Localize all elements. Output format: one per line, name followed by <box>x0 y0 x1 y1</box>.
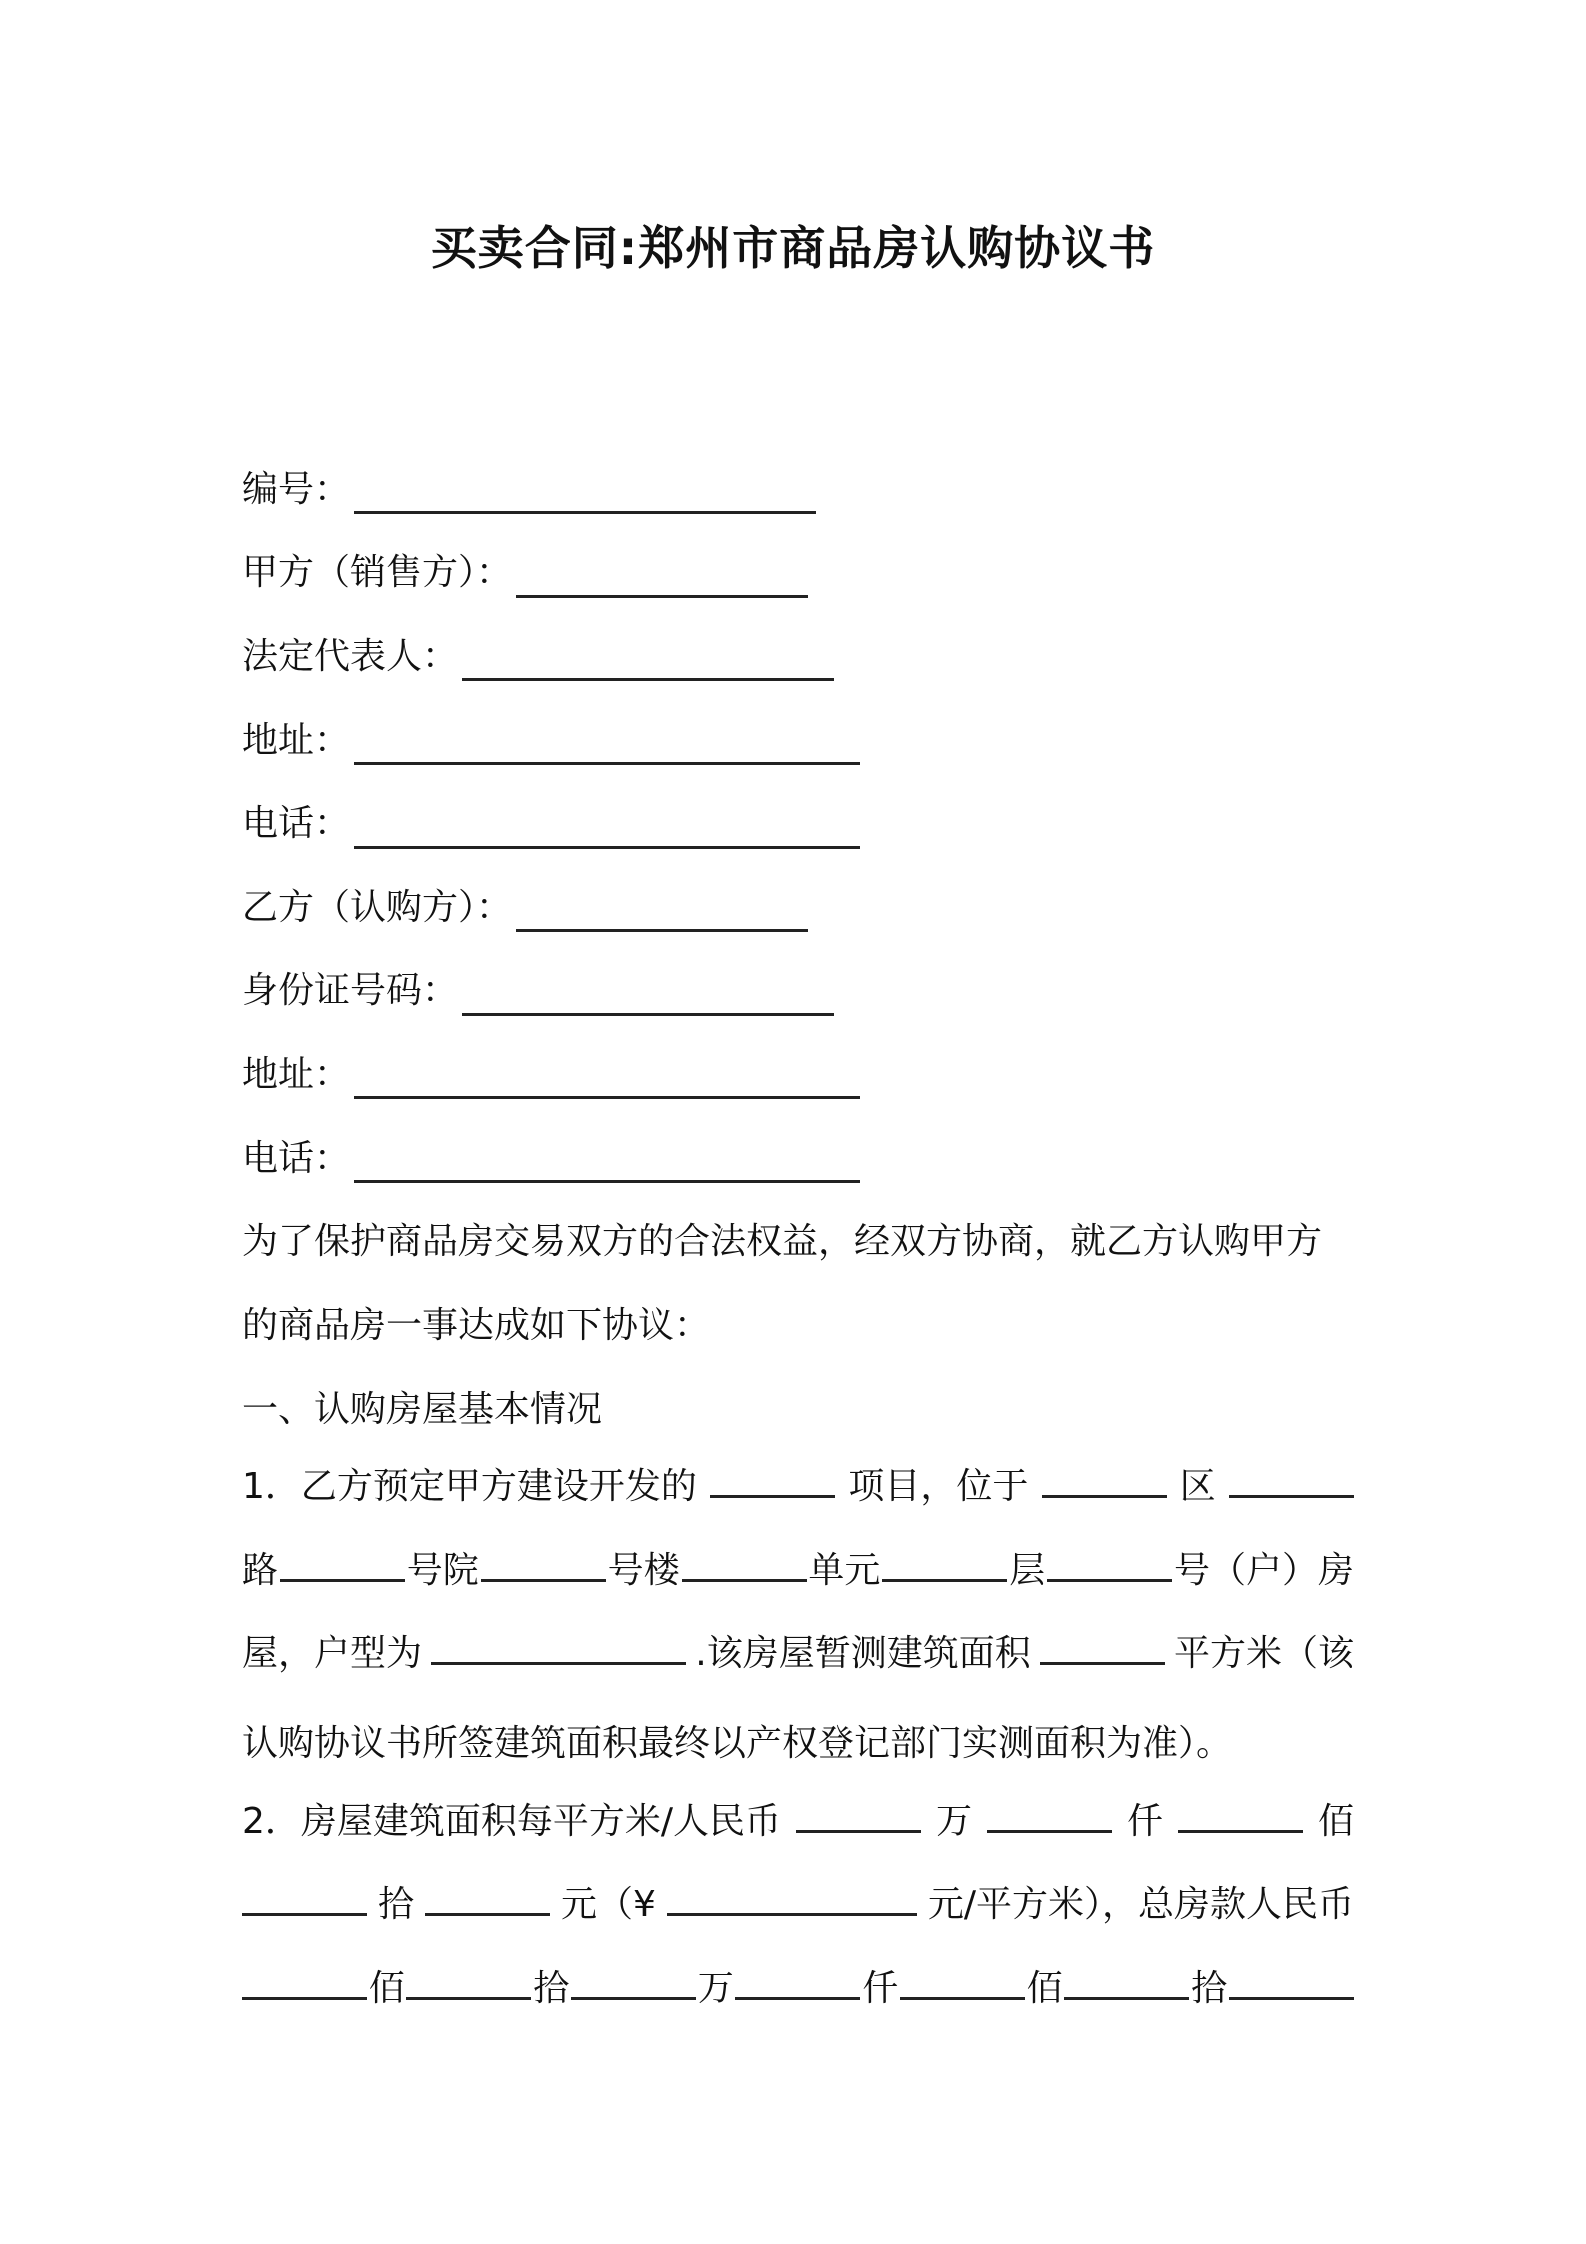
fill-line[interactable] <box>354 1134 860 1183</box>
item-text: 仟 <box>1127 1800 1164 1842</box>
fill-blank[interactable] <box>1047 1535 1172 1582</box>
fill-blank[interactable] <box>900 1953 1025 2000</box>
fill-line[interactable] <box>516 883 808 932</box>
field-serial-number <box>242 448 1354 532</box>
fill-blank[interactable] <box>796 1786 921 1833</box>
item-text: 区 <box>1179 1466 1216 1508</box>
field-label: 电话： <box>242 803 351 845</box>
item-text: 万 <box>936 1800 973 1842</box>
item-text: 拾 <box>533 1967 570 2009</box>
item2-line-2 <box>242 1869 1354 1953</box>
fill-line[interactable] <box>462 632 834 681</box>
item-text: 拾 <box>377 1884 414 1926</box>
fill-blank[interactable] <box>987 1786 1112 1833</box>
fill-blank[interactable] <box>406 1953 531 2000</box>
document-title: 买卖合同:郑州市商品房认购协议书 <box>430 221 1156 275</box>
item-text: .该房屋暂测建筑面积 <box>695 1633 1031 1675</box>
item-text: 佰 <box>1026 1967 1063 2009</box>
item-text: 项目，位于 <box>848 1466 1029 1508</box>
item-text: 层 <box>1009 1549 1046 1591</box>
fill-line[interactable] <box>462 967 834 1016</box>
fill-blank[interactable] <box>571 1953 696 2000</box>
item2-line-1 <box>242 1786 1354 1870</box>
item-text: 号楼 <box>607 1549 680 1591</box>
item-text: 号院 <box>406 1549 479 1591</box>
field-label: 编号： <box>242 468 351 510</box>
fill-blank[interactable] <box>682 1535 807 1582</box>
intro-line-2: 的商品房一事达成如下协议： <box>242 1304 711 1346</box>
field-label: 法定代表人： <box>242 635 459 677</box>
item-text: 元/平方米），总房款人民币 <box>927 1884 1354 1926</box>
field-party-b <box>242 866 1354 950</box>
document-body <box>242 448 1354 2036</box>
fill-blank[interactable] <box>1040 1618 1165 1665</box>
fill-blank[interactable] <box>425 1869 550 1916</box>
field-party-a-address <box>242 699 1354 783</box>
fill-blank[interactable] <box>710 1451 835 1498</box>
item-text: 路 <box>242 1549 279 1591</box>
item-text: 佰 <box>368 1967 405 2009</box>
item1-line-4: 认购协议书所签建筑面积最终以产权登记部门实测面积为准）。 <box>242 1722 1233 1764</box>
fill-blank[interactable] <box>1229 1953 1354 2000</box>
item1-line-1 <box>242 1451 1354 1535</box>
fill-line[interactable] <box>354 465 816 514</box>
item-text: 佰 <box>1317 1800 1354 1842</box>
item-text: 号（户）房 <box>1173 1549 1354 1591</box>
fill-line[interactable] <box>354 1050 860 1099</box>
fill-line[interactable] <box>354 800 860 849</box>
fill-blank[interactable] <box>242 1869 367 1916</box>
fill-blank[interactable] <box>1042 1451 1167 1498</box>
field-label: 地址： <box>242 719 351 761</box>
item-text: 2．房屋建筑面积每平方米/人民币 <box>242 1800 782 1842</box>
field-party-a-phone <box>242 782 1354 866</box>
item1-line-3 <box>242 1618 1354 1702</box>
field-party-b-address <box>242 1033 1354 1117</box>
item-text: 屋，户型为 <box>242 1633 423 1675</box>
field-label: 地址： <box>242 1053 351 1095</box>
fill-blank[interactable] <box>1178 1786 1303 1833</box>
field-id-number <box>242 950 1354 1034</box>
fill-blank[interactable] <box>431 1618 686 1665</box>
field-label: 电话： <box>242 1137 351 1179</box>
item-text: 平方米（该 <box>1173 1633 1354 1675</box>
item-text: 万 <box>697 1967 734 2009</box>
fill-blank[interactable] <box>280 1535 405 1582</box>
fill-blank[interactable] <box>667 1869 917 1916</box>
fill-line[interactable] <box>516 549 808 598</box>
field-party-b-phone <box>242 1117 1354 1201</box>
field-label: 身份证号码： <box>242 970 459 1012</box>
field-label: 乙方（认购方）： <box>242 886 513 928</box>
fill-blank[interactable] <box>882 1535 1007 1582</box>
field-legal-representative <box>242 615 1354 699</box>
fill-blank[interactable] <box>735 1953 860 2000</box>
item-text: 单元 <box>808 1549 881 1591</box>
field-party-a <box>242 532 1354 616</box>
field-label: 甲方（销售方）： <box>242 552 513 594</box>
item2-line-3 <box>242 1953 1354 2037</box>
fill-blank[interactable] <box>1229 1451 1354 1498</box>
item-text: 仟 <box>862 1967 899 2009</box>
item-text: 元（¥ <box>560 1884 656 1926</box>
section-heading: 一、认购房屋基本情况 <box>242 1388 603 1430</box>
item-text: 1．乙方预定甲方建设开发的 <box>242 1466 697 1508</box>
fill-line[interactable] <box>354 716 860 765</box>
intro-line-1: 为了保护商品房交易双方的合法权益，经双方协商，就乙方认购甲方 <box>242 1221 1323 1263</box>
fill-blank[interactable] <box>481 1535 606 1582</box>
item1-line-2 <box>242 1535 1354 1619</box>
fill-blank[interactable] <box>1064 1953 1189 2000</box>
item-text: 拾 <box>1191 1967 1228 2009</box>
fill-blank[interactable] <box>242 1953 367 2000</box>
